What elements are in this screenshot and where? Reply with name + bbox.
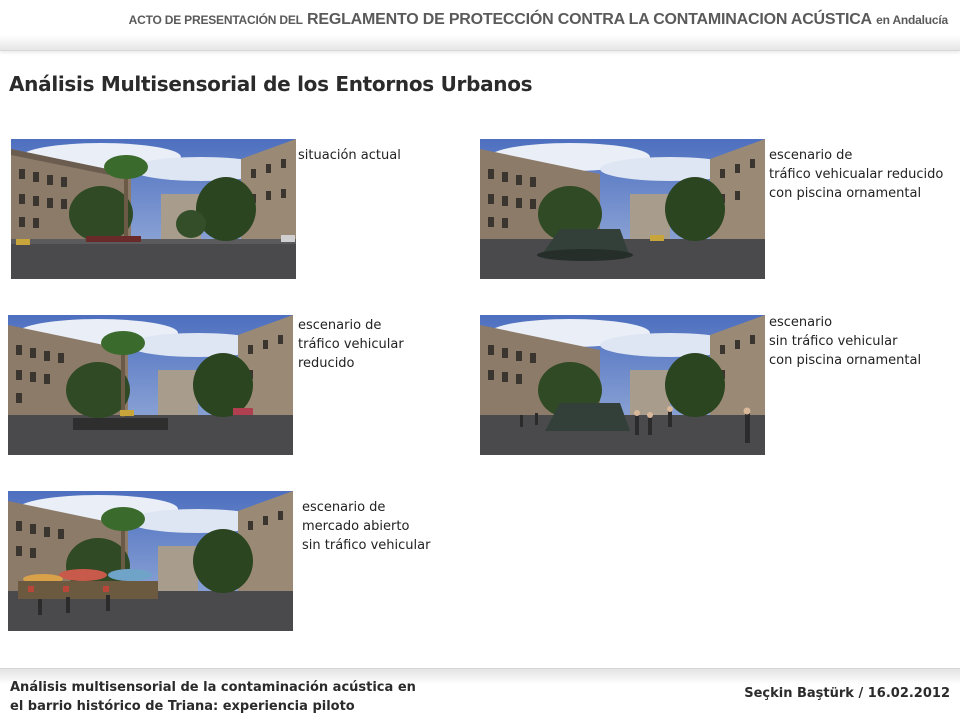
scene-caption-no-traffic-pool: [769, 313, 921, 370]
scene-image-no-traffic-pool: [480, 315, 765, 455]
header-main: REGLAMENTO DE PROTECCIÓN CONTRA LA CONTAMINACION ACÚSTICA: [307, 11, 872, 28]
slide-footer: [0, 668, 960, 721]
slide-header: [0, 0, 960, 51]
scene-caption-current: [298, 146, 401, 165]
header-title: [129, 11, 948, 29]
footer-line-1: Análisis multisensorial de la contaminación acústica en: [10, 680, 416, 695]
footer-line-2: el barrio histórico de Triana: experiencia piloto: [10, 699, 355, 714]
scene-caption-reduced-traffic-pool: [769, 146, 943, 203]
scene-image-current: [11, 139, 296, 279]
scene-caption-open-market: [302, 498, 430, 555]
caption-line: escenario: [769, 315, 833, 330]
caption-line: mercado abierto: [302, 519, 410, 534]
scene-image-open-market: [8, 491, 293, 631]
footer-author-date: Seçkin Baştürk / 16.02.2012: [744, 686, 950, 701]
caption-line: con piscina ornamental: [769, 353, 922, 368]
caption-line: tráfico vehicular: [298, 337, 404, 352]
caption-line: tráfico vehicualar reducido: [769, 167, 944, 182]
header-prefix: ACTO DE PRESENTACIÓN DEL: [128, 13, 303, 27]
footer-subtitle: [10, 678, 416, 716]
scene-image-reduced-traffic: [8, 315, 293, 455]
header-suffix: en Andalucía: [876, 13, 948, 27]
caption-line: sin tráfico vehicular: [769, 334, 898, 349]
caption-line: reducido: [298, 356, 355, 371]
caption-line: situación actual: [298, 148, 401, 163]
scene-caption-reduced-traffic: [298, 316, 404, 373]
scene-image-reduced-traffic-pool: [480, 139, 765, 279]
caption-line: escenario de: [298, 318, 382, 333]
caption-line: con piscina ornamental: [769, 186, 922, 201]
caption-line: sin tráfico vehicular: [302, 538, 431, 553]
page-title: Análisis Multisensorial de los Entornos Urbanos: [9, 72, 533, 96]
caption-line: escenario de: [302, 500, 386, 515]
caption-line: escenario de: [769, 148, 853, 163]
